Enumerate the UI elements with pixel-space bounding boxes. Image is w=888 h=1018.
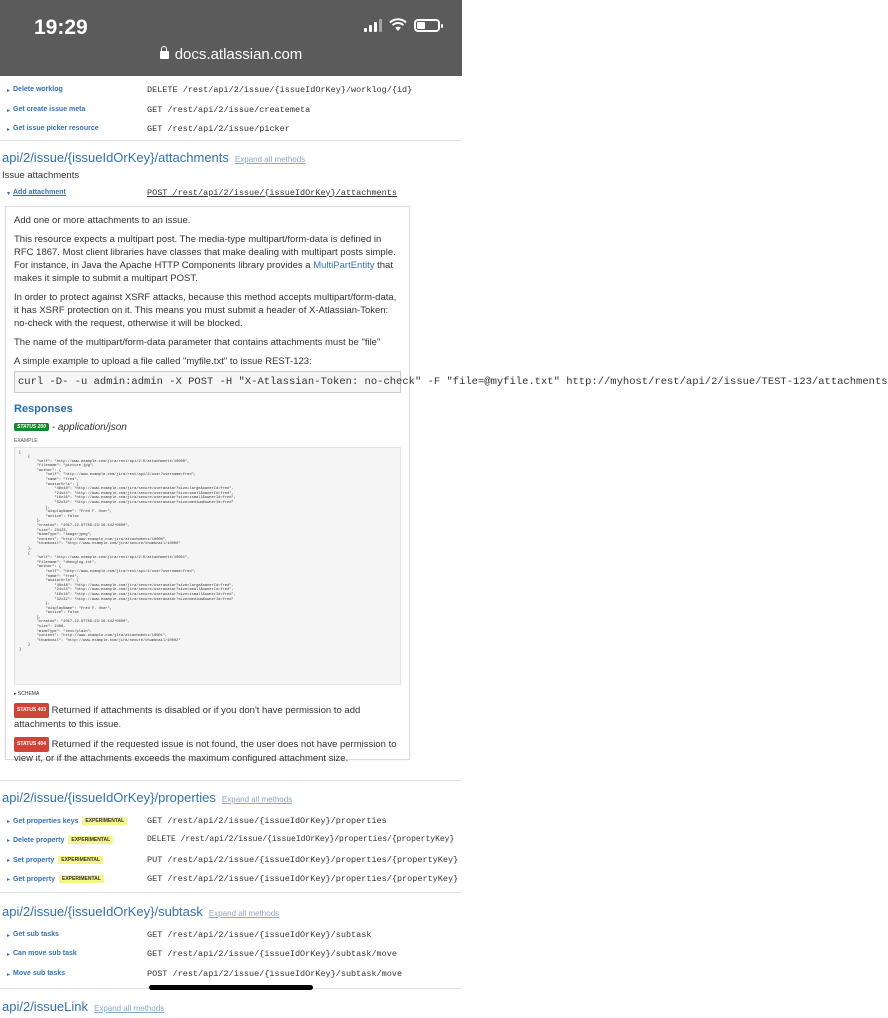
method-row-delete-property[interactable] — [0, 831, 462, 851]
expand-all-link[interactable]: Expand all methods — [208, 908, 280, 918]
status-404-badge: STATUS 404 — [14, 737, 49, 752]
expand-arrow-icon: ▸ — [7, 857, 11, 864]
method-path: GET /rest/api/2/issue/{issueIdOrKey}/subtask — [147, 929, 372, 940]
method-name[interactable]: Get issue picker resource — [13, 125, 99, 132]
expand-arrow-icon: ▸ — [14, 690, 18, 697]
section-header — [0, 892, 462, 926]
address-bar[interactable] — [0, 46, 462, 63]
expand-all-link[interactable]: Expand all methods — [234, 154, 306, 164]
section-header — [0, 140, 462, 168]
expand-arrow-icon: ▸ — [7, 877, 11, 883]
section-header — [0, 988, 462, 1018]
method-name[interactable]: Delete property EXPERIMENTAL — [13, 836, 113, 844]
expand-arrow-icon: ▸ — [7, 932, 11, 939]
method-row-get-sub-tasks[interactable] — [0, 926, 462, 946]
method-path: GET /rest/api/2/issue/{issueIdOrKey}/subtask/move — [147, 949, 397, 959]
section-title[interactable]: api/2/issue/{issueIdOrKey}/subtask Expand all methods — [2, 903, 280, 919]
experimental-badge: EXPERIMENTAL — [82, 817, 127, 825]
responses-heading: Responses — [14, 402, 73, 415]
battery-icon — [414, 19, 440, 32]
method-path: GET /rest/api/2/issue/{issueIdOrKey}/properties/{propertyKey} — [147, 874, 459, 884]
home-indicator[interactable] — [149, 985, 313, 990]
description-p1: Add one or more attachments to an issue. — [14, 214, 191, 226]
method-path: GET /rest/api/2/issue/{issueIdOrKey}/properties — [147, 815, 387, 826]
expand-arrow-icon: ▸ — [7, 818, 11, 825]
method-path: POST /rest/api/2/issue/{issueIdOrKey}/attachments — [147, 187, 397, 198]
expand-arrow-icon: ▸ — [7, 88, 11, 94]
section-header — [0, 780, 462, 812]
multipartentity-link[interactable]: MultiPartEntity — [313, 259, 375, 271]
method-name[interactable]: Get property EXPERIMENTAL — [13, 875, 104, 883]
collapse-arrow-icon: ▾ — [7, 190, 11, 197]
section-title[interactable]: api/2/issue/{issueIdOrKey}/attachments Expand all methods — [2, 149, 306, 165]
method-row-add-attachment[interactable] — [0, 184, 462, 204]
method-row-get-create-issue-meta[interactable] — [0, 101, 462, 121]
experimental-badge: EXPERIMENTAL — [59, 875, 104, 883]
example-label: EXAMPLE — [14, 437, 38, 444]
browser-chrome — [0, 0, 462, 76]
status-403-badge: STATUS 403 — [14, 703, 49, 718]
description-p4: The name of the multipart/form-data parameter that contains attachments must be "file" — [14, 336, 381, 348]
status-200-badge: STATUS 200 — [14, 423, 49, 431]
method-row-move-sub-tasks[interactable] — [0, 965, 462, 985]
method-name[interactable]: Get properties keys EXPERIMENTAL — [13, 817, 127, 825]
section-title[interactable]: api/2/issue/{issueIdOrKey}/properties Expand all methods — [2, 789, 293, 805]
url-text: docs.atlassian.com — [174, 46, 303, 63]
method-name[interactable]: Add attachment — [13, 188, 66, 196]
wifi-icon — [389, 18, 407, 32]
method-path: DELETE /rest/api/2/issue/{issueIdOrKey}/worklog/{id} — [147, 85, 413, 95]
status-time: 19:29 — [34, 16, 88, 39]
method-detail-card — [5, 206, 888, 764]
cellular-signal-icon — [364, 18, 382, 32]
method-name[interactable]: Get sub tasks — [13, 930, 59, 938]
expand-arrow-icon: ▸ — [7, 107, 11, 114]
method-name[interactable]: Move sub tasks — [13, 969, 66, 977]
curl-example[interactable]: curl -D- -u admin:admin -X POST -H "X-Atlassian-Token: no-check" -F "file=@myfile.txt" http://myhost/rest/api/2/issue/TEST-123/attachments — [14, 371, 401, 393]
top-method-list — [0, 81, 462, 140]
example-json-block: [ { "self": "http://www.example.com/jira/rest/api/2.0/attachments/10000", "filename": "picture.jpg", "author": { "self": "http://www.example.com/jira/rest/api/2/user?username=fred", "name": "fred", "avatarUrls": { "48x48": "http://www.example.com/jira/secure/useravatar?size=large&ownerId=fred", "24x24": "http://www.example.com/jira/secure/useravatar?size=small&ownerId=fred", "16x16": "http://www.example.com/jira/secure/useravatar?size=xsmall&ownerId=fred", "32x32": "http://www.example.com/jira/secure/useravatar?size=medium&ownerId=fred" }, "displayName": "Fred F. User", "active": false }, "created": "2017-12-07T09:23:16.542+0000", "size": 23123, "mimeType": "image/jpeg", "content": "http://www.example.com/jira/attachments/10000", "thumbnail": "http://www.example.com/jira/secure/thumbnail/10000" }, { "self": "http://www.example.com/jira/rest/api/2.0/attachments/10001", "filename": "dbeuglog.txt", "author": { "self": "http://www.example.com/jira/rest/api/2/user?username=fred", "name": "fred", "avatarUrls": { "48x48": "http://www.example.com/jira/secure/useravatar?size=large&ownerId=fred", "24x24": "http://www.example.com/jira/secure/useravatar?size=small&ownerId=fred", "16x16": "http://www.example.com/jira/secure/useravatar?size=xsmall&ownerId=fred", "32x32": "http://www.example.com/jira/secure/useravatar?size=medium&ownerId=fred" }, "displayName": "Fred F. User", "active": false }, "created": "2017-12-07T09:23:16.542+0000", "size": 2460, "mimeType": "text/plain", "content": "http://www.example.com/jira/attachments/10001", "thumbnail": "http://www.example.com/jira/secure/thumbnail/10002" } ] — [14, 447, 401, 685]
subtask-section — [0, 892, 462, 988]
method-path: GET /rest/api/2/issue/picker — [147, 124, 290, 134]
method-path: PUT /rest/api/2/issue/{issueIdOrKey}/properties/{propertyKey} — [147, 854, 459, 865]
description-p5: A simple example to upload a file called "myfile.txt" to issue REST-123: — [14, 355, 312, 367]
response-404: STATUS 404 Returned if the requested issue is not found, the user does not have permission to view it, or if the attachments exceeds the maximum configured attachment size. — [14, 738, 397, 764]
experimental-badge: EXPERIMENTAL — [58, 856, 103, 864]
description-p2: This resource expects a multipart post. The media-type multipart/form-data is defined in RFC 1867. Most client libraries have classes that make dealing with multipart posts simple. For instance, in Java the Apache HTTP Components library provides a MultiPartEntity that makes it simple to submit a multipart POST. — [14, 233, 396, 284]
lock-icon — [160, 51, 169, 59]
method-name[interactable]: Set property EXPERIMENTAL — [13, 856, 103, 864]
response-200 — [14, 422, 401, 433]
method-row-set-property[interactable] — [0, 851, 462, 871]
status-icons — [364, 18, 440, 32]
response-403: STATUS 403 Returned if attachments is disabled or if you don't have permission to add attachments to this issue. — [14, 704, 361, 730]
description-p3: In order to protect against XSRF attacks, because this method accepts multipart/form-data, it has XSRF protection on it. This means you must submit a header of X-Atlassian-Token: no-check with the request, otherwise it will be blocked. — [14, 291, 397, 329]
method-row-get-property[interactable] — [0, 870, 462, 890]
section-subtitle: Issue attachments — [2, 169, 80, 181]
attachments-section — [0, 140, 888, 780]
method-path: DELETE /rest/api/2/issue/{issueIdOrKey}/properties/{propertyKey} — [147, 835, 455, 844]
page-content — [0, 76, 888, 1018]
properties-section — [0, 780, 462, 892]
expand-arrow-icon: ▸ — [7, 971, 11, 978]
section-title[interactable]: api/2/issueLink Expand all methods — [2, 998, 165, 1014]
method-row-get-properties-keys[interactable] — [0, 812, 462, 832]
method-row-can-move-sub-task[interactable] — [0, 945, 462, 965]
method-row-delete-worklog[interactable] — [0, 81, 462, 101]
experimental-badge: EXPERIMENTAL — [68, 836, 113, 844]
expand-arrow-icon: ▸ — [7, 952, 11, 958]
method-name[interactable]: Get create issue meta — [13, 105, 86, 113]
issuelink-section — [0, 988, 462, 1018]
expand-arrow-icon: ▸ — [7, 838, 11, 844]
schema-toggle[interactable]: ▸ SCHEMA — [14, 690, 40, 697]
method-path: GET /rest/api/2/issue/createmeta — [147, 104, 311, 115]
method-row-get-issue-picker[interactable] — [0, 120, 462, 140]
response-type: - application/json — [51, 421, 127, 433]
expand-all-link[interactable]: Expand all methods — [221, 794, 293, 804]
method-path: POST /rest/api/2/issue/{issueIdOrKey}/subtask/move — [147, 968, 403, 979]
method-name[interactable]: Can move sub task — [13, 950, 77, 957]
expand-arrow-icon: ▸ — [7, 127, 11, 133]
expand-all-link[interactable]: Expand all methods — [94, 1003, 165, 1013]
method-name[interactable]: Delete worklog — [13, 86, 63, 93]
